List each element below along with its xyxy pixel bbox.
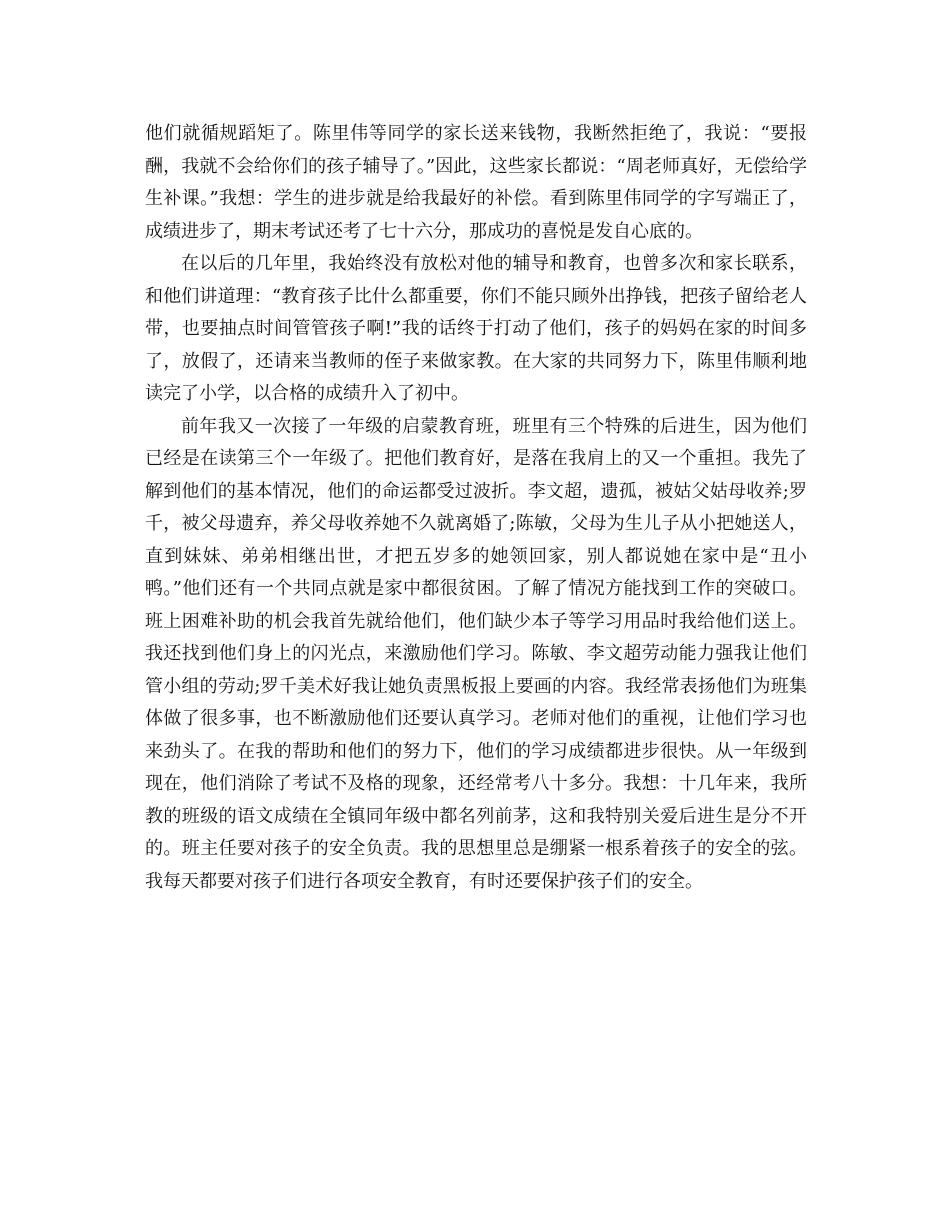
paragraph-1: 他们就循规蹈矩了。陈里伟等同学的家长送来钱物，我断然拒绝了，我说：“要报酬，我就不会给你们的孩子辅导了。”因此，这些家长都说：“周老师真好，无偿给学生补课。”我想：学生的进步就是给我最好的补偿。看到陈里伟同学的字写端正了，成绩进步了，期末考试还考了七十六分，那成功的喜悦是发自心底的。 <box>145 123 807 242</box>
paragraph-3: 前年我又一次接了一年级的启蒙教育班，班里有三个特殊的后进生，因为他们已经是在读第三个一年级了。把他们教育好，是落在我肩上的又一个重担。我先了解到他们的基本情况，他们的命运都受过波折。李文超，遗孤，被姑父姑母收养;罗千，被父母遗弃，养父母收养她不久就离婚了;陈敏，父母为生儿子从小把她送人，直到妹妹、弟弟相继出世，才把五岁多的她领回家，别人都说她在家中是“丑小鸭。”他们还有一个共同点就是家中都很贫困。了解了情况方能找到工作的突破口。班上困难补助的机会我首先就给他们，他们缺少本子等学习用品时我给他们送上。我还找到他们身上的闪光点，来激励他们学习。陈敏、李文超劳动能力强我让他们管小组的劳动;罗千美术好我让她负责黑板报上要画的内容。我经常表扬他们为班集体做了很多事，也不断激励他们还要认真学习。老师对他们的重视，让他们学习也来劲头了。在我的帮助和他们的努力下，他们的学习成绩都进步很快。从一年级到现在，他们消除了考试不及格的现象，还经常考八十多分。我想：十几年来，我所教的班级的语文成绩在全镇同年级中都名列前茅，这和我特别关爱后进生是分不开的。班主任要对孩子的安全负责。我的思想里总是绷紧一根系着孩子的安全的弦。我每天都要对孩子们进行各项安全教育，有时还要保护孩子们的安全。 <box>145 415 807 892</box>
paragraph-2: 在以后的几年里，我始终没有放松对他的辅导和教育，也曾多次和家长联系，和他们讲道理：“教育孩子比什么都重要，你们不能只顾外出挣钱，把孩子留给老人带，也要抽点时间管管孩子啊!”我的话终于打动了他们，孩子的妈妈在家的时间多了，放假了，还请来当教师的侄子来做家教。在大家的共同努力下，陈里伟顺利地读完了小学，以合格的成绩升入了初中。 <box>145 253 807 404</box>
document-body <box>145 118 807 898</box>
